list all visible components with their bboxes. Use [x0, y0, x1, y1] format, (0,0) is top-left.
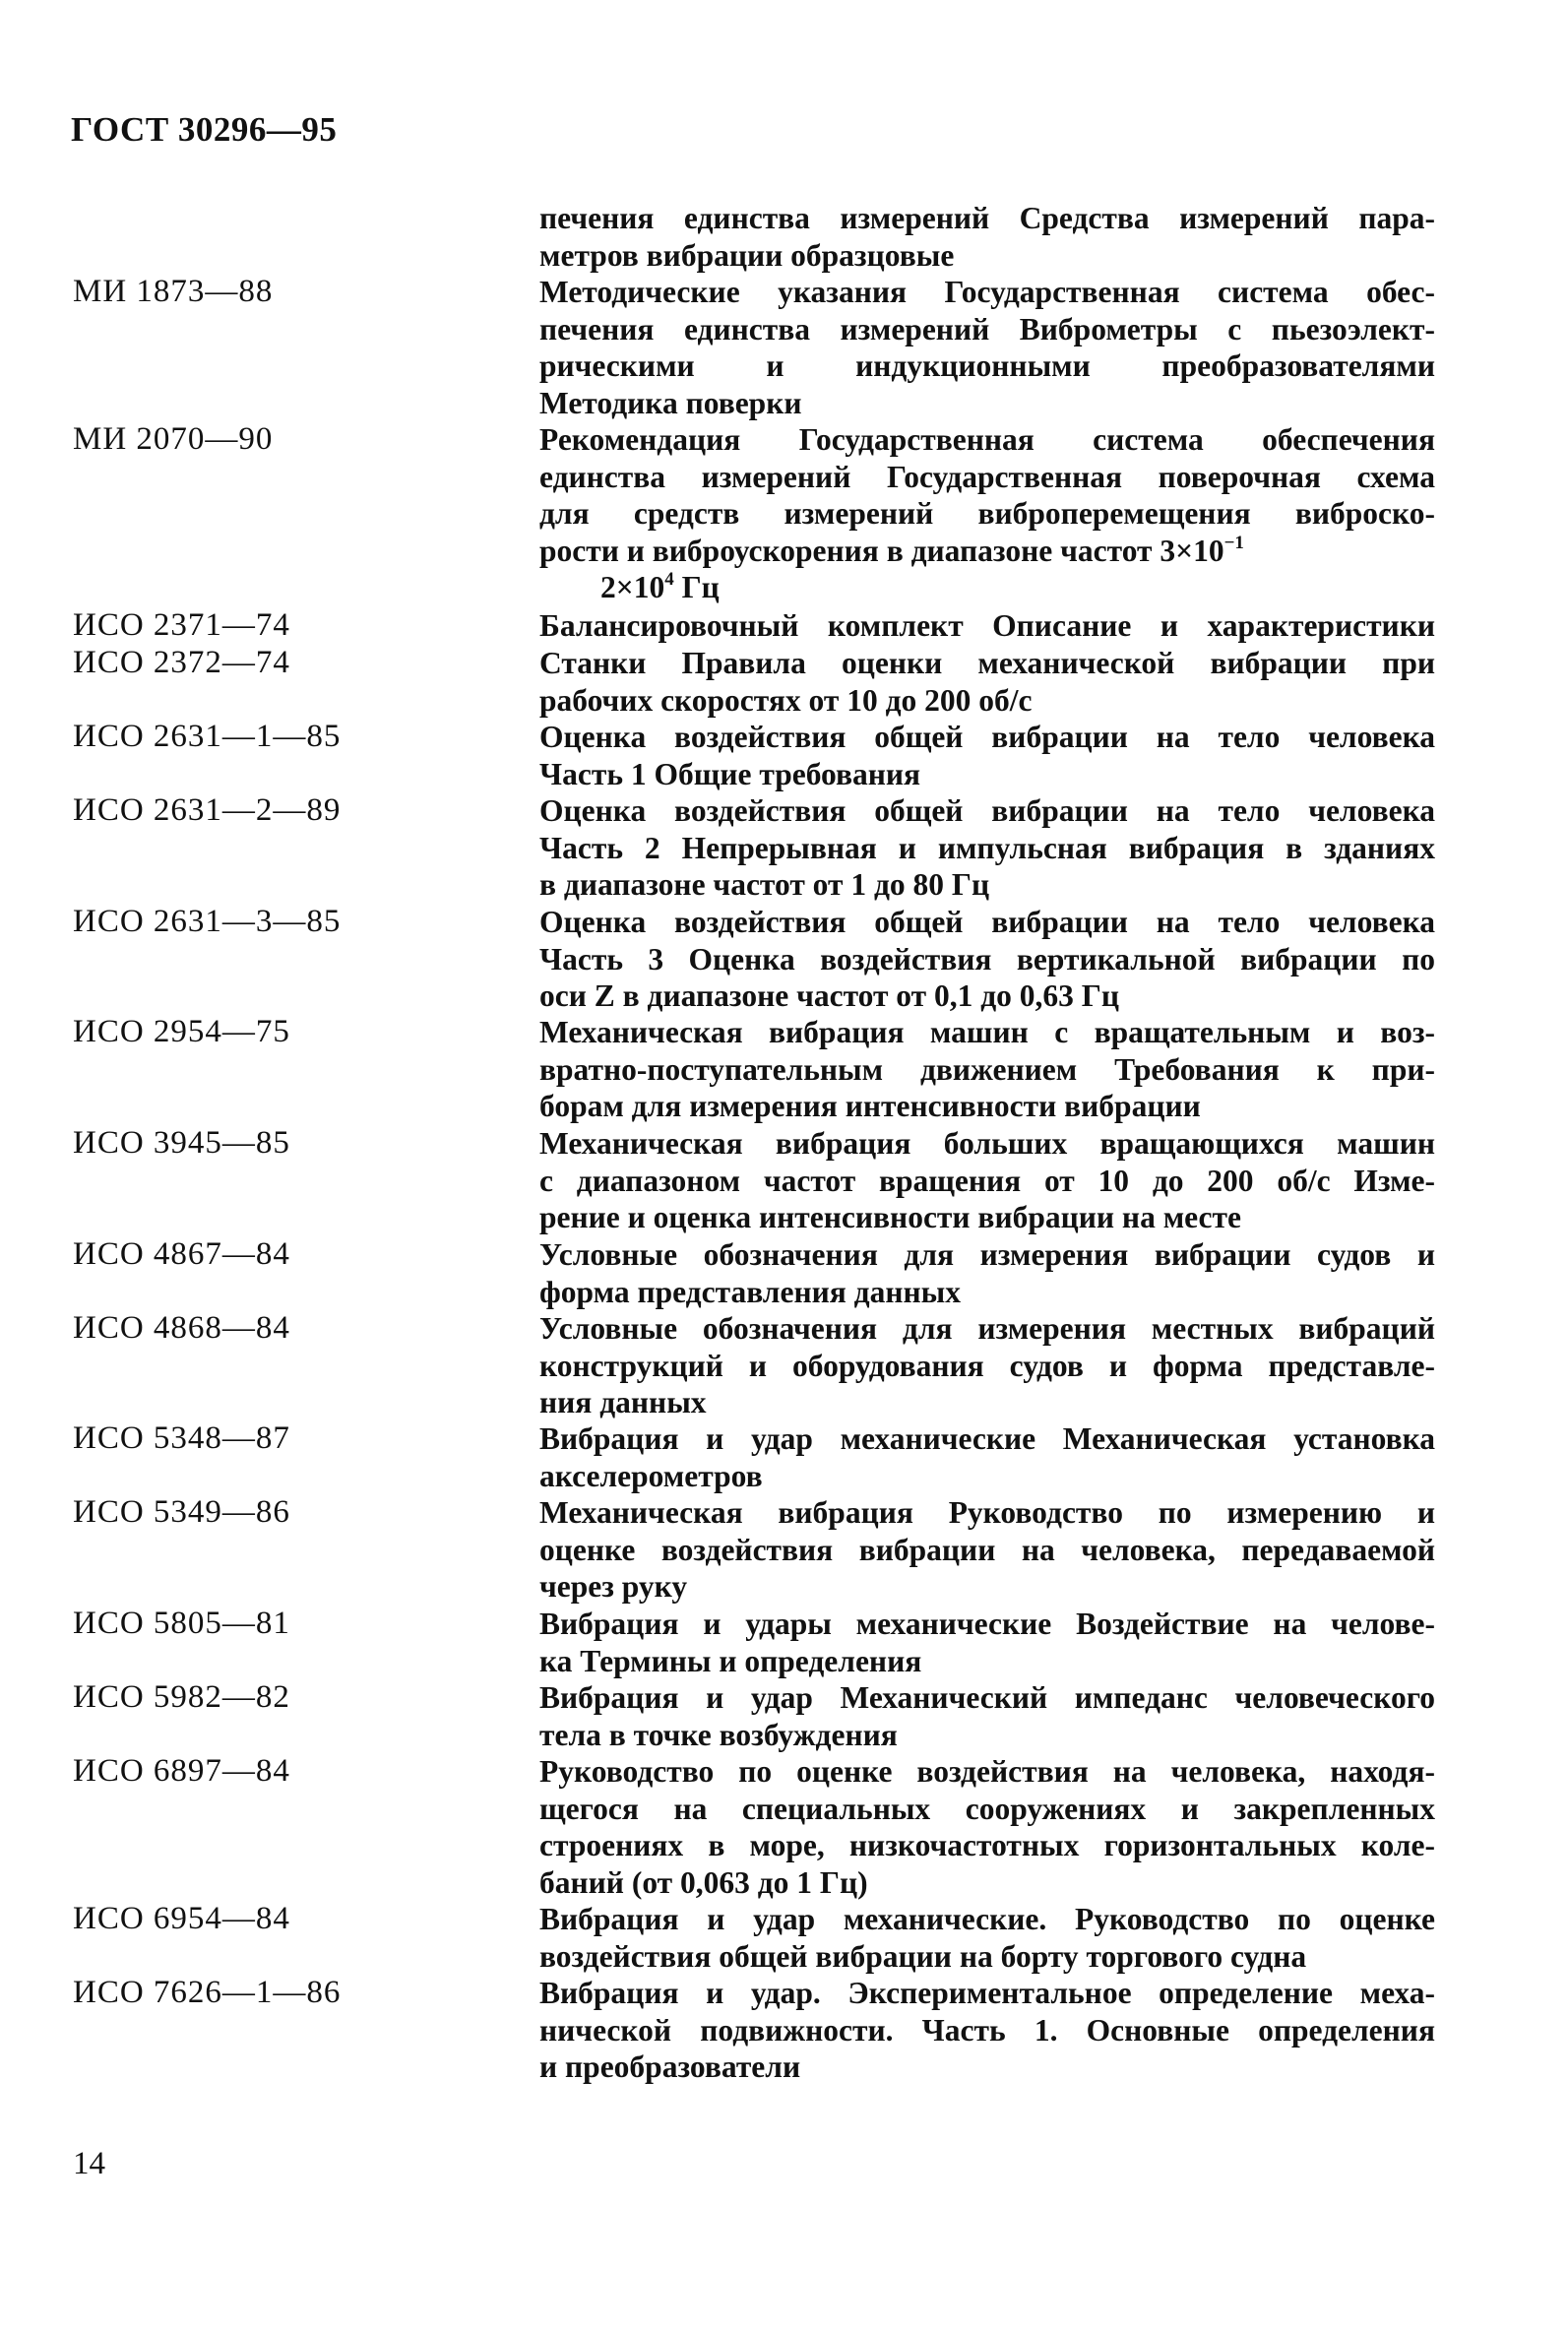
reference-line: Вибрация и удар механические. Руководство по оценке: [539, 1902, 1435, 1936]
reference-description: [539, 1125, 1435, 1236]
reference-code: ИСО 4868—84: [73, 1310, 290, 1346]
reference-line: Станки Правила оценки механической вибрации при: [539, 646, 1435, 680]
reference-text: Гц: [673, 570, 720, 604]
reference-line: [539, 569, 1435, 606]
reference-line: через руку: [539, 1569, 688, 1604]
reference-description: [539, 1310, 1435, 1421]
reference-line: баний (от 0,063 до 1 Гц): [539, 1864, 868, 1900]
reference-code: ИСО 2631—3—85: [73, 904, 342, 939]
reference-description: [539, 1679, 1435, 1753]
reference-line: оценке воздействия вибрации на человека, передаваемой: [539, 1532, 1435, 1567]
reference-code: ИСО 5982—82: [73, 1679, 290, 1715]
reference-line: рение и оценка интенсивности вибрации на месте: [539, 1200, 1241, 1234]
reference-description: [539, 1901, 1435, 1975]
reference-line: Часть 2 Непрерывная и импульсная вибрация в зданиях: [539, 830, 1435, 865]
reference-code: ИСО 2371—74: [73, 607, 290, 643]
reference-line: Оценка воздействия общей вибрации на тело человека: [539, 905, 1435, 939]
reference-description: [539, 1753, 1435, 1901]
reference-line: Часть 1 Общие требования: [539, 756, 921, 791]
reference-line: оси Z в диапазоне частот от 0,1 до 0,63 Гц: [539, 978, 1119, 1013]
reference-code: ИСО 6954—84: [73, 1901, 290, 1936]
reference-description: [539, 200, 1435, 274]
reference-code: ИСО 2372—74: [73, 645, 290, 680]
page-number: 14: [73, 2146, 105, 2181]
reference-line: Балансировочный комплект Описание и характеристики: [539, 608, 1435, 643]
reference-line: нической подвижности. Часть 1. Основные определения: [539, 2012, 1435, 2048]
reference-line: щегося на специальных сооружениях и закрепленных: [539, 1791, 1435, 1826]
reference-line: Механическая вибрация больших вращающихся машин: [539, 1126, 1435, 1161]
reference-code: ИСО 5349—86: [73, 1494, 290, 1530]
reference-code: ИСО 6897—84: [73, 1753, 290, 1789]
reference-line: Рекомендация Государственная система обеспечения: [539, 422, 1435, 457]
reference-line: рабочих скоростях от 10 до 200 об/с: [539, 682, 1033, 718]
reference-line: метров вибрации образцовые: [539, 237, 955, 273]
reference-description: [539, 904, 1435, 1015]
reference-line: и преобразователи: [539, 2049, 801, 2084]
reference-code: ИСО 7626—1—86: [73, 1975, 342, 2010]
reference-line: ка Термины и определения: [539, 1643, 922, 1678]
reference-line: Условные обозначения для измерения вибрации судов и: [539, 1237, 1435, 1272]
reference-description: [539, 792, 1435, 904]
reference-line: форма представления данных: [539, 1274, 962, 1309]
exponent: 4: [664, 569, 674, 590]
reference-description: [539, 1014, 1435, 1125]
reference-description: [539, 1420, 1435, 1494]
reference-line: Вибрация и удар механические Механическая установка: [539, 1421, 1435, 1456]
reference-description: [539, 1606, 1435, 1679]
reference-description: [539, 1236, 1435, 1310]
reference-line: воздействия общей вибрации на борту торгового судна: [539, 1938, 1307, 1974]
reference-description: [539, 1975, 1435, 2086]
reference-line: для средств измерений виброперемещения виброско-: [539, 496, 1435, 531]
reference-line: Вибрация и удар. Экспериментальное определение меха-: [539, 1976, 1435, 2010]
reference-line: Вибрация и удар Механический импеданс человеческого: [539, 1680, 1435, 1715]
reference-code: ИСО 4867—84: [73, 1236, 290, 1272]
reference-code: ИСО 3945—85: [73, 1125, 290, 1161]
reference-line: Методические указания Государственная система обес-: [539, 275, 1435, 309]
reference-line: [539, 533, 1435, 570]
reference-line: Условные обозначения для измерения местных вибраций: [539, 1311, 1435, 1346]
reference-line: строениях в море, низкочастотных горизонтальных коле-: [539, 1828, 1435, 1862]
reference-code: ИСО 2631—2—89: [73, 792, 342, 828]
reference-description: [539, 421, 1435, 606]
reference-line: Оценка воздействия общей вибрации на тело человека: [539, 793, 1435, 828]
reference-description: [539, 274, 1435, 421]
exponent: −1: [1223, 532, 1244, 553]
reference-description: [539, 719, 1435, 792]
reference-line: вратно-поступательным движением Требования к при-: [539, 1051, 1435, 1087]
reference-line: Методика поверки: [539, 385, 802, 420]
reference-line: Вибрация и удары механические Воздействие на челове-: [539, 1607, 1435, 1641]
reference-line: конструкций и оборудования судов и форма представле-: [539, 1348, 1435, 1383]
reference-line: печения единства измерений Средства измерений пара-: [539, 201, 1435, 235]
page-header-standard-number: ГОСТ 30296—95: [71, 110, 338, 149]
reference-code: ИСО 2631—1—85: [73, 719, 342, 754]
reference-description: [539, 1494, 1435, 1606]
reference-line: рическими и индукционными преобразователями: [539, 348, 1435, 383]
reference-line: Часть 3 Оценка воздействия вертикальной вибрации по: [539, 941, 1435, 977]
reference-line: с диапазоном частот вращения от 10 до 200 об/с Изме-: [539, 1163, 1435, 1198]
reference-code: МИ 1873—88: [73, 274, 274, 309]
reference-line: борам для измерения интенсивности вибрации: [539, 1089, 1201, 1123]
reference-text: рости и виброускорения в диапазоне частот 3×10: [539, 533, 1224, 568]
reference-code: ИСО 2954—75: [73, 1014, 290, 1049]
reference-line: Механическая вибрация Руководство по измерению и: [539, 1495, 1435, 1530]
reference-line: акселерометров: [539, 1458, 763, 1493]
reference-line: Механическая вибрация машин с вращательным и воз-: [539, 1015, 1435, 1049]
reference-line: единства измерений Государственная поверочная схема: [539, 459, 1435, 494]
reference-line: тела в точке возбуждения: [539, 1717, 898, 1752]
reference-line: Руководство по оценке воздействия на человека, находя-: [539, 1754, 1435, 1789]
reference-description: [539, 645, 1435, 719]
reference-line: печения единства измерений Виброметры с пьезоэлект-: [539, 311, 1435, 347]
reference-line: Оценка воздействия общей вибрации на тело человека: [539, 720, 1435, 754]
reference-text: 2×10: [600, 570, 665, 604]
reference-description: [539, 607, 1435, 645]
reference-line: в диапазоне частот от 1 до 80 Гц: [539, 867, 990, 902]
reference-line: ния данных: [539, 1385, 707, 1419]
reference-code: ИСО 5348—87: [73, 1420, 290, 1456]
reference-code: ИСО 5805—81: [73, 1606, 290, 1641]
reference-code: МИ 2070—90: [73, 421, 274, 457]
